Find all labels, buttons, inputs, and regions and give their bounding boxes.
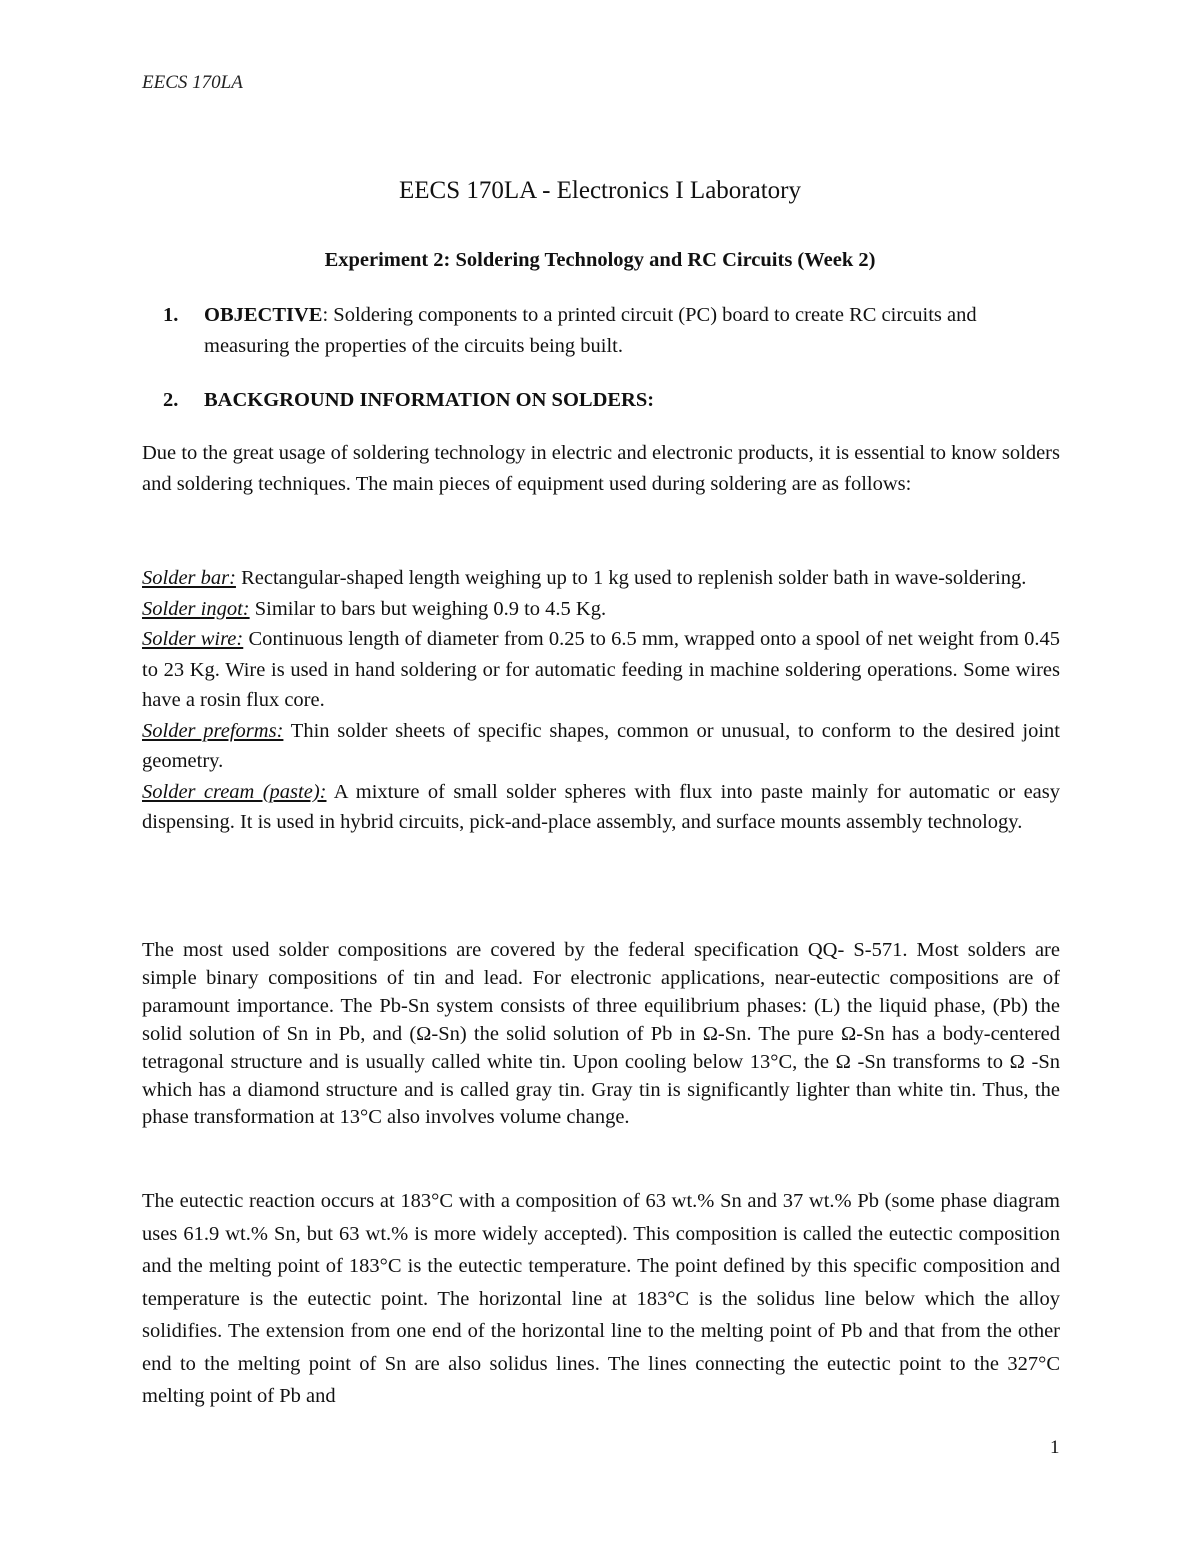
definitions-list [142,563,1060,838]
definition-solder-wire [142,624,1060,716]
experiment-subtitle: Experiment 2: Soldering Technology and RC Circuits (Week 2) [324,249,876,271]
eutectic-paragraph: The eutectic reaction occurs at 183°C with a composition of 63 wt.% Sn and 37 wt.% Pb (some phase diagram uses 61.9 wt.% Sn, but 63 wt.% is more widely accepted). This composition is called the eutectic composition and the melting point of 183°C is the eutectic temperature. The point defined by this specific composition and temperature is the eutectic point. The horizontal line at 183°C is the solidus line below which the alloy solidifies. The extension from one end of the horizontal line to the melting point of Pb and that from the other end to the melting point of Sn are also solidus lines. The lines connecting the eutectic point to the 327°C melting point of Pb and [142,1190,1060,1407]
definition-solder-bar [142,563,1060,594]
definition-text: A mixture of small solder spheres with flux into paste mainly for automatic or easy dispensing. It is used in hybrid circuits, pick-and-place assembly, and surface mounts assembly technology. [142,780,1060,833]
composition-paragraph: The most used solder compositions are covered by the federal specification QQ- S-571. Most solders are simple binary compositions of tin and lead. For electronic applications, near-eutectic compositions are of paramount importance. The Pb-Sn system consists of three equilibrium phases: (L) the liquid phase, (Pb) the solid solution of Sn in Pb, and (Ω-Sn) the solid solution of Pb in Ω-Sn. The pure Ω-Sn has a body-centered tetragonal structure and is usually called white tin. Upon cooling below 13°C, the Ω -Sn transforms to Ω -Sn which has a diamond structure and is called gray tin. Gray tin is significantly lighter than white tin. Thus, the phase transformation at 13°C also involves volume change. [142,939,1060,1129]
objective-text: : Soldering components to a printed circuit (PC) board to create RC circuits and measuring the properties of the circuits being built. [204,304,977,357]
definition-solder-ingot [142,594,1060,625]
page-number: 1 [1050,1437,1060,1458]
running-header: EECS 170LA [142,72,243,93]
intro-paragraph: Due to the great usage of soldering technology in electric and electronic products, it is essential to know solders and soldering techniques. The main pieces of equipment used during soldering are as follows: [142,442,1060,495]
background-number: 2. [163,389,179,411]
definition-term: Solder bar: [142,567,236,589]
definition-text: Rectangular-shaped length weighing up to 1 kg used to replenish solder bath in wave-soldering. [235,567,1027,589]
definition-term: Solder cream (paste): [142,780,327,803]
definition-term: Solder preforms: [142,719,284,742]
objective-label: OBJECTIVE [204,304,323,326]
background-heading: BACKGROUND INFORMATION ON SOLDERS: [204,389,655,411]
definition-text: Thin solder sheets of specific shapes, common or unusual, to conform to the desired joint geometry. [142,719,1061,772]
background-section-heading [142,385,1062,416]
document-title: EECS 170LA - Electronics I Laboratory [399,177,801,204]
definition-text: Similar to bars but weighing 0.9 to 4.5 Kg. [249,597,607,620]
definition-term: Solder wire: [142,628,244,650]
objective-section [142,300,1062,362]
objective-number: 1. [163,304,179,326]
definition-term: Solder ingot: [142,597,250,620]
definition-text: Continuous length of diameter from 0.25 to 6.5 mm, wrapped onto a spool of net weight from 0.45 to 23 Kg. Wire is used in hand soldering or for automatic feeding in machine soldering operations. Some wires have a rosin flux core. [142,628,1060,711]
definition-solder-preforms [142,716,1060,777]
objective-text-block [204,300,1062,362]
definition-solder-cream [142,777,1060,838]
